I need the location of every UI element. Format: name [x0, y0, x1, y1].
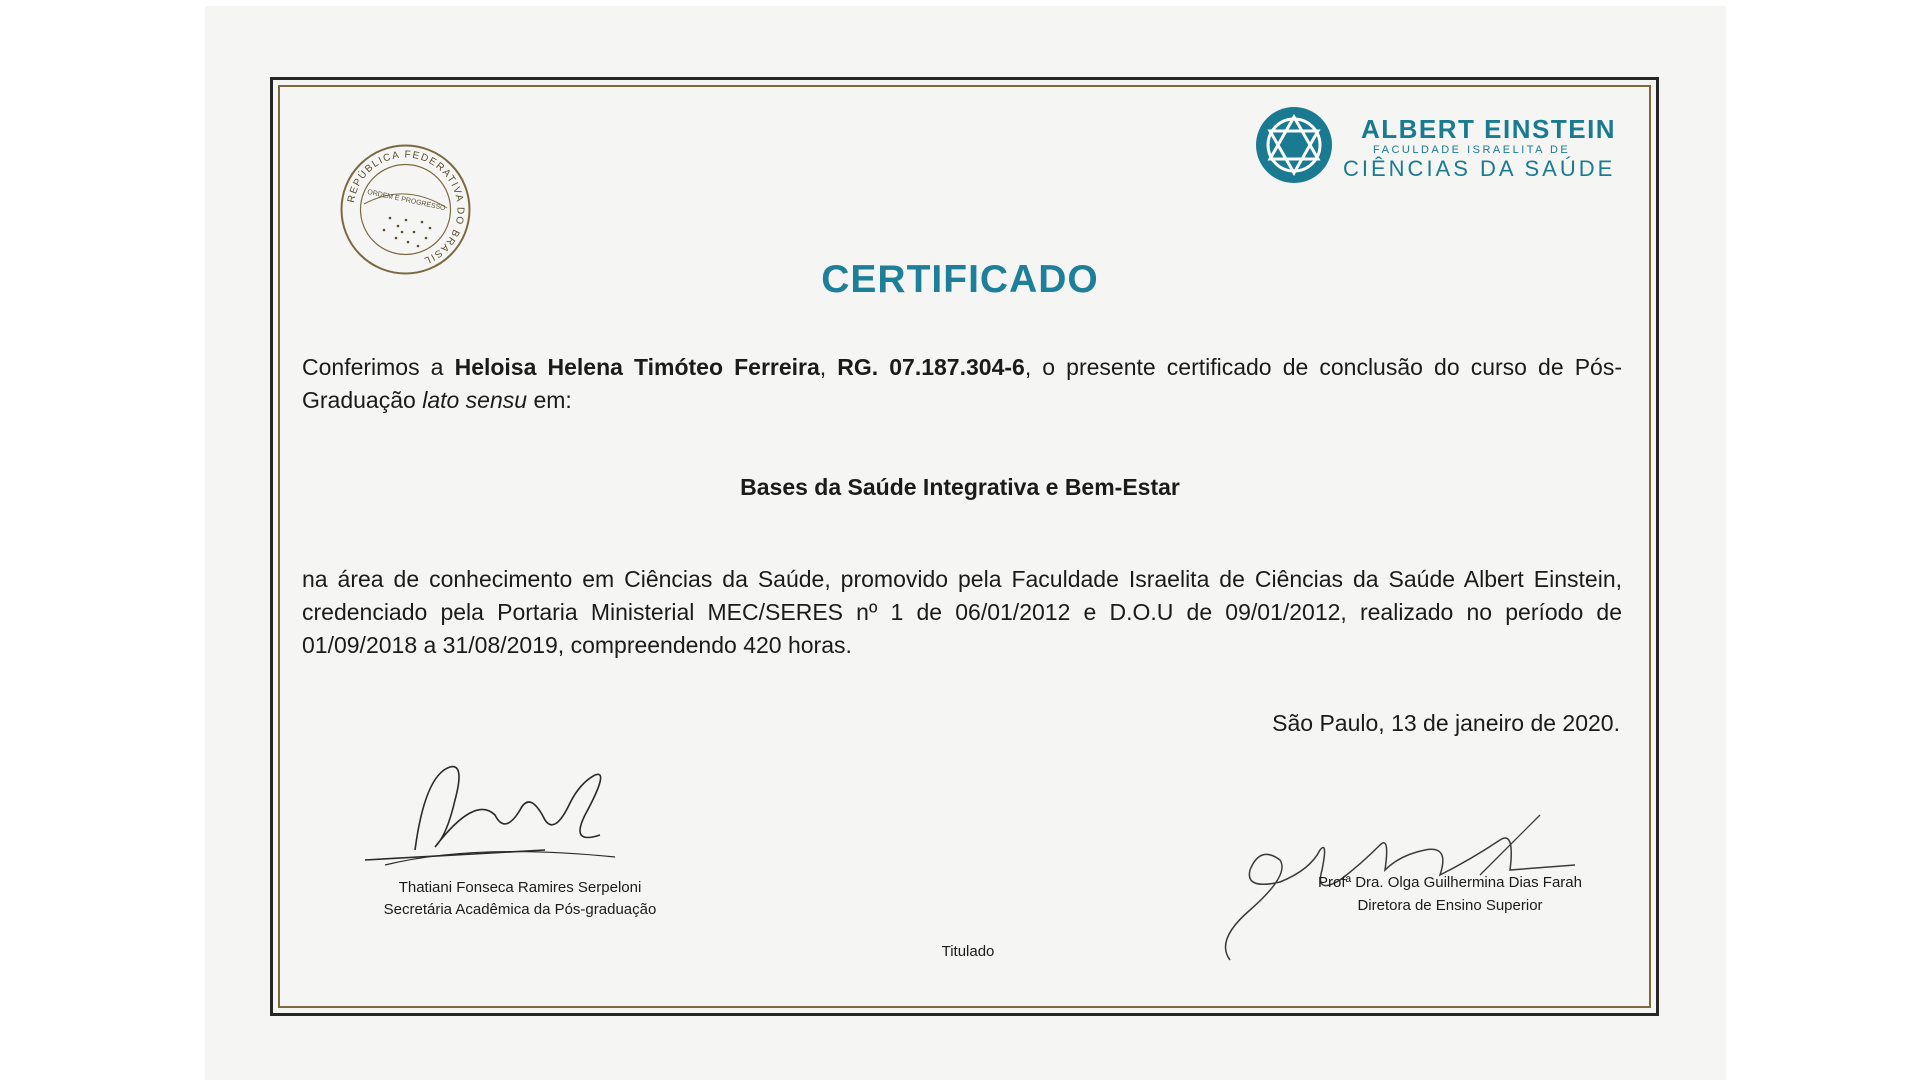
intro-paragraph	[302, 351, 1622, 417]
titulado-label: Titulado	[941, 943, 995, 960]
intro-text-4: em:	[527, 387, 572, 413]
albert-einstein-logo-icon	[1255, 106, 1333, 184]
left-signatory-name: Thatiani Fonseca Ramires Serpeloni	[398, 879, 642, 896]
lato-sensu-text: lato sensu	[422, 387, 528, 413]
body-paragraph: na área de conhecimento em Ciências da Saúde, promovido pela Faculdade Israelita de Ciências da Saúde Albert Einstein, credenciado pela Portaria Ministerial MEC/SERES nº 1 de 06/01/2012 e D.O.U de 09/01/2012, realizado no período de 01/09/2018 a 31/08/2019, compreendendo 420 horas.	[302, 566, 1622, 658]
intro-text-1: Conferimos a	[302, 354, 455, 380]
course-name: Bases da Saúde Integrativa e Bem-Estar	[740, 474, 1180, 500]
right-signatory-name: Profª Dra. Olga Guilhermina Dias Farah	[1318, 874, 1582, 891]
recipient-name: Heloisa Helena Timóteo Ferreira	[454, 354, 820, 380]
brazil-seal	[338, 142, 473, 277]
seal-outer-text: REPÚBLICA FEDERATIVA DO BRASIL	[345, 149, 466, 267]
recipient-rg: RG. 07.187.304-6	[837, 354, 1025, 380]
logo-line-faculdade: FACULDADE ISRAELITA DE	[1373, 144, 1571, 156]
left-signatory-role: Secretária Acadêmica da Pós-graduação	[383, 901, 657, 918]
seal-motto: ORDEM E PROGRESSO	[366, 188, 447, 213]
logo-line-albert-einstein: ALBERT EINSTEIN	[1361, 114, 1617, 144]
place-date: São Paulo, 13 de janeiro de 2020.	[1272, 710, 1620, 736]
certificate-title: CERTIFICADO	[821, 258, 1099, 301]
intro-text-2: ,	[819, 354, 838, 380]
svg-text:REPÚBLICA FEDERATIVA DO BRASIL	[346, 149, 466, 266]
intro-text-3: , o presente certificado de conclusão do curso de Pós-Graduação	[302, 354, 1622, 413]
left-signature-mark	[355, 755, 635, 875]
logo-line-ciencias: CIÊNCIAS DA SAÚDE	[1343, 156, 1616, 181]
right-signatory-role: Diretora de Ensino Superior	[1357, 897, 1543, 914]
